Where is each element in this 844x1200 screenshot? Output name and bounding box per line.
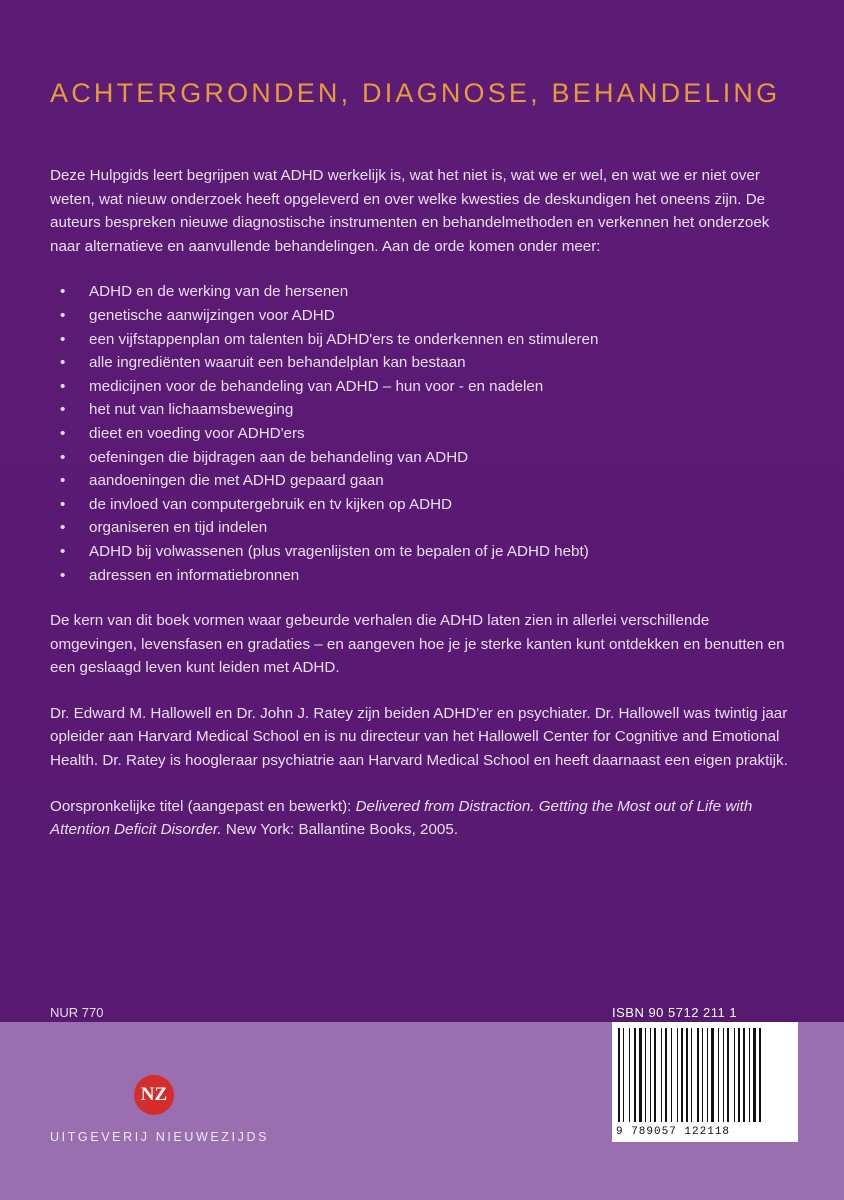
barcode-bar	[665, 1028, 667, 1122]
list-item: • aandoeningen die met ADHD gepaard gaan	[50, 469, 790, 493]
publisher-logo: NZ	[134, 1075, 174, 1115]
isbn-label: ISBN 90 5712 211 1	[612, 1005, 738, 1020]
barcode-bar	[702, 1028, 703, 1122]
list-item: • dieet en voeding voor ADHD'ers	[50, 422, 790, 446]
list-item: • ADHD bij volwassenen (plus vragenlijsten om te bepalen of je ADHD hebt)	[50, 540, 790, 564]
barcode-bar	[618, 1028, 620, 1122]
barcode-bar	[707, 1028, 708, 1122]
barcode-bar	[645, 1028, 646, 1122]
barcode-bar	[734, 1028, 735, 1122]
topic-list	[50, 280, 790, 587]
barcode-bar	[629, 1028, 630, 1122]
barcode-bar	[718, 1028, 719, 1122]
original-title: Delivered from Distraction. Getting the Most out of Life with Attention Deficit Disorder.	[50, 797, 753, 839]
list-item: • adressen en informatiebronnen	[50, 564, 790, 588]
barcode-bar	[623, 1028, 624, 1122]
barcode-bar	[650, 1028, 651, 1122]
barcode-bar	[738, 1028, 740, 1122]
barcode-bar	[639, 1028, 642, 1122]
bullet-icon: •	[60, 519, 66, 537]
authors-paragraph: Dr. Edward M. Hallowell en Dr. John J. Ratey zijn beiden ADHD'er en psychiater. Dr. Hallowell was twintig jaar opleider aan Harvard Medical School en is nu directeur van het Hallowell Center for Cognitive and Emotional Health. Dr. Ratey is hoogleraar psychiatrie aan Harvard Medical School en heeft daarnaast een eigen praktijk.	[50, 704, 788, 770]
bullet-icon: •	[60, 566, 66, 584]
bullet-icon: •	[60, 354, 66, 372]
blurb	[50, 164, 790, 864]
barcode-bar	[723, 1028, 724, 1122]
bullet-icon: •	[60, 542, 66, 560]
list-item: • de invloed van computergebruik en tv kijken op ADHD	[50, 493, 790, 517]
bullet-icon: •	[60, 424, 66, 442]
barcode-bar	[727, 1028, 729, 1122]
barcode-bar	[759, 1028, 761, 1122]
bullet-icon: •	[60, 330, 66, 348]
barcode	[612, 1022, 798, 1142]
list-item: • alle ingrediënten waaruit een behandelplan kan bestaan	[50, 351, 790, 375]
barcode-bar	[691, 1028, 692, 1122]
barcode-bar	[634, 1028, 636, 1122]
barcode-bar	[654, 1028, 656, 1122]
bullet-icon: •	[60, 377, 66, 395]
publisher-name: UITGEVERIJ NIEUWEZIJDS	[50, 1130, 270, 1144]
barcode-bars	[616, 1028, 794, 1124]
barcode-bar	[671, 1028, 672, 1122]
barcode-bar	[677, 1028, 678, 1122]
list-item: • het nut van lichaamsbeweging	[50, 398, 790, 422]
intro-paragraph: Deze Hulpgids leert begrijpen wat ADHD werkelijk is, wat het niet is, wat we er wel, en wat we er niet over weten, wat nieuw onderzoek heeft opgeleverd en over welke kwesties de deskundigen het oneens zijn. De auteurs bespreken nieuwe diagnostische instrumenten en behandelmethoden en verkennen het onderzoek naar alternatieve en aanvullende behandelingen. Aan de orde komen onder meer:	[50, 167, 770, 255]
list-item: • een vijfstappenplan om talenten bij ADHD'ers te onderkennen en stimuleren	[50, 328, 790, 352]
tagline: ACHTERGRONDEN, DIAGNOSE, BEHANDELING	[50, 78, 781, 108]
barcode-bar	[711, 1028, 714, 1122]
bullet-icon: •	[60, 472, 66, 490]
barcode-bar	[753, 1028, 756, 1122]
barcode-digits: 9 789057 122118	[616, 1126, 731, 1138]
bullet-icon: •	[60, 283, 66, 301]
core-paragraph: De kern van dit boek vormen waar gebeurde verhalen die ADHD laten zien in allerlei verschillende omgevingen, levensfasen en gradaties – en aangeven hoe je je sterke kanten kunt ontdekken en benutten en een geslaagd leven kunt leiden met ADHD.	[50, 612, 785, 677]
nur-code: NUR 770	[50, 1005, 104, 1020]
original-title-paragraph: Oorspronkelijke titel (aangepast en bewerkt): Delivered from Distraction. Getting the Most out of Life with Attention Deficit Disorder. New York: Ballantine Books, 2005.	[50, 797, 753, 839]
list-item: • medicijnen voor de behandeling van ADHD – hun voor - en nadelen	[50, 375, 790, 399]
list-item: • oefeningen die bijdragen aan de behandeling van ADHD	[50, 446, 790, 470]
barcode-bar	[697, 1028, 699, 1122]
barcode-bar	[686, 1028, 688, 1122]
bullet-icon: •	[60, 306, 66, 324]
barcode-bar	[749, 1028, 750, 1122]
list-item: • ADHD en de werking van de hersenen	[50, 280, 790, 304]
list-item: • organiseren en tijd indelen	[50, 516, 790, 540]
barcode-bar	[681, 1028, 683, 1122]
bullet-icon: •	[60, 401, 66, 419]
list-item: • genetische aanwijzingen voor ADHD	[50, 304, 790, 328]
bullet-icon: •	[60, 495, 66, 513]
barcode-bar	[743, 1028, 745, 1122]
barcode-bar	[661, 1028, 662, 1122]
bullet-icon: •	[60, 448, 66, 466]
